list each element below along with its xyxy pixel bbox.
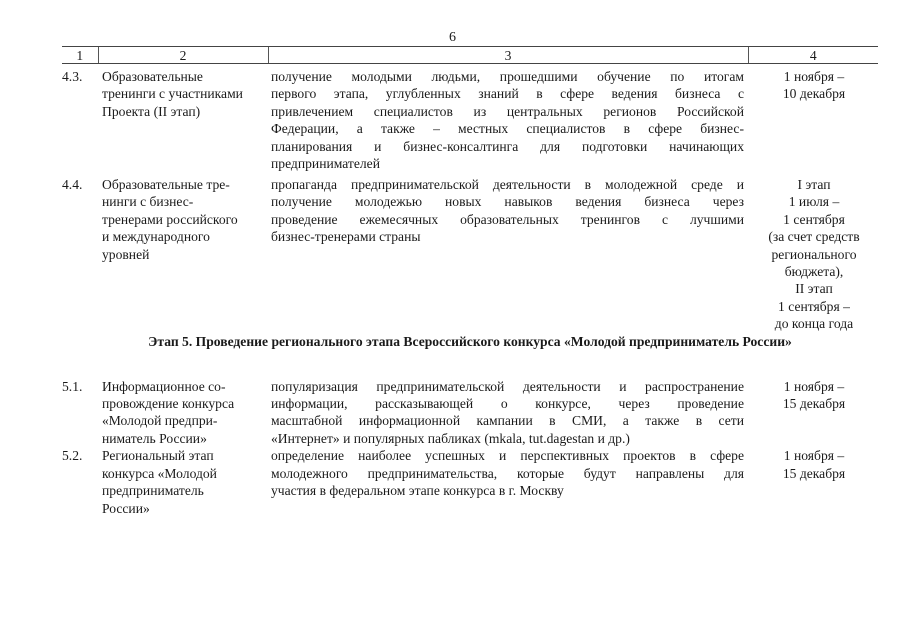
table-row	[62, 447, 878, 517]
event-dates	[748, 378, 878, 448]
table-row	[62, 64, 878, 177]
event-date-line: 15 декабря	[782, 465, 846, 481]
event-name	[98, 378, 268, 448]
event-date-line: 10 декабря	[782, 86, 846, 102]
event-date-line: 1 сентября	[783, 211, 845, 227]
event-name-line: уровней	[102, 246, 150, 262]
page-number: 6	[449, 30, 456, 45]
table-row	[62, 378, 878, 448]
event-name-line: тренинги с участниками	[102, 86, 243, 102]
event-description-line: участия в федеральном этапе конкурса в г. Москву	[271, 483, 564, 499]
event-date-line: 1 сентября –	[778, 298, 850, 314]
event-name-line: нинги с бизнес-	[102, 194, 194, 210]
event-date-line: до конца года	[774, 316, 854, 332]
table-row	[62, 176, 878, 333]
event-description-line: планирования и бизнес-консалтинга для подготовки начинающих	[271, 138, 744, 154]
event-dates	[748, 64, 878, 177]
event-name-line: предприниматель	[102, 483, 204, 499]
event-description	[268, 378, 748, 448]
event-description-line: масштабной информационной кампании в СМИ, а также в сети	[271, 413, 744, 429]
event-name-line: России»	[102, 500, 150, 516]
event-description	[268, 447, 748, 517]
header-col-1: 1	[62, 47, 98, 64]
event-name	[98, 64, 268, 177]
header-col-4: 4	[748, 47, 878, 64]
event-description-line: пропаганда предпринимательской деятельности в молодежной среде и	[271, 177, 744, 192]
event-name-line: тренерами российского	[102, 211, 238, 227]
event-description-line: информации, рассказывающей о конкурсе, через проведение	[271, 396, 744, 412]
event-description-line: определение наиболее успешных и перспективных проектов в сфере	[271, 448, 744, 464]
event-date-line: регионального	[771, 246, 857, 262]
row-number: 4.3.	[62, 69, 83, 84]
event-name	[98, 447, 268, 517]
event-date-line: II этап	[795, 281, 833, 297]
event-name	[98, 176, 268, 333]
event-date-line: бюджета),	[784, 264, 844, 280]
event-date-line: (за счет средств	[768, 229, 860, 245]
event-description	[268, 64, 748, 177]
event-date-line: 1 июля –	[788, 194, 840, 210]
event-description-line: Федерации, а также – местных специалистов в сфере бизнес-	[271, 121, 744, 137]
event-description-line: «Интернет» и популярных пабликах (mkala, tut.dagestan и др.)	[271, 430, 630, 446]
event-date-line: 15 декабря	[782, 396, 846, 412]
event-date-line: 1 ноября –	[783, 448, 845, 464]
event-description-line: получение молодыми людьми, прошедшими обучение по итогам	[271, 69, 744, 84]
event-dates	[748, 176, 878, 333]
stage-5-title: Этап 5. Проведение регионального этапа Всероссийского конкурса «Молодой предприниматель России»	[148, 333, 792, 349]
event-date-line: 1 ноября –	[783, 69, 845, 84]
event-description-line: проведение ежемесячных образовательных тренингов с лучшими	[271, 211, 744, 227]
event-name-line: Образовательные	[102, 69, 203, 84]
event-name-line: конкурса «Молодой	[102, 465, 217, 481]
event-description-line: привлечением специалистов из центральных регионов Российской	[271, 103, 744, 119]
event-name-line: и международного	[102, 229, 210, 245]
event-description-line: предпринимателей	[271, 156, 380, 172]
row-number: 5.2.	[62, 448, 83, 464]
events-table	[62, 46, 878, 517]
event-name-line: Проекта (II этап)	[102, 103, 201, 119]
header-col-3: 3	[268, 47, 748, 64]
event-description	[268, 176, 748, 333]
event-description-line: получение молодежью новых навыков ведения бизнеса через	[271, 194, 744, 210]
event-name-line: Информационное со-	[102, 378, 226, 394]
event-description-line: популяризация предпринимательской деятельности и распространение	[271, 378, 744, 394]
event-name-line: Образовательные тре-	[102, 177, 230, 192]
stage-heading-row	[62, 333, 878, 378]
event-description-line: бизнес-тренерами страны	[271, 229, 421, 245]
event-date-line: 1 ноября –	[783, 378, 845, 394]
event-name-line: Региональный этап	[102, 448, 214, 464]
event-dates	[748, 447, 878, 517]
event-description-line: молодежного предпринимательства, которые будут направлены для	[271, 465, 744, 481]
event-description-line: первого этапа, углубленных знаний в сфере ведения бизнеса с	[271, 86, 744, 102]
header-col-2: 2	[98, 47, 268, 64]
row-number: 5.1.	[62, 378, 83, 394]
table-header-row	[62, 47, 878, 64]
event-date-line: I этап	[797, 177, 831, 192]
event-name-line: провождение конкурса	[102, 396, 235, 412]
event-name-line: «Молодой предпри-	[102, 413, 218, 429]
event-name-line: ниматель России»	[102, 430, 207, 446]
row-number: 4.4.	[62, 177, 83, 192]
